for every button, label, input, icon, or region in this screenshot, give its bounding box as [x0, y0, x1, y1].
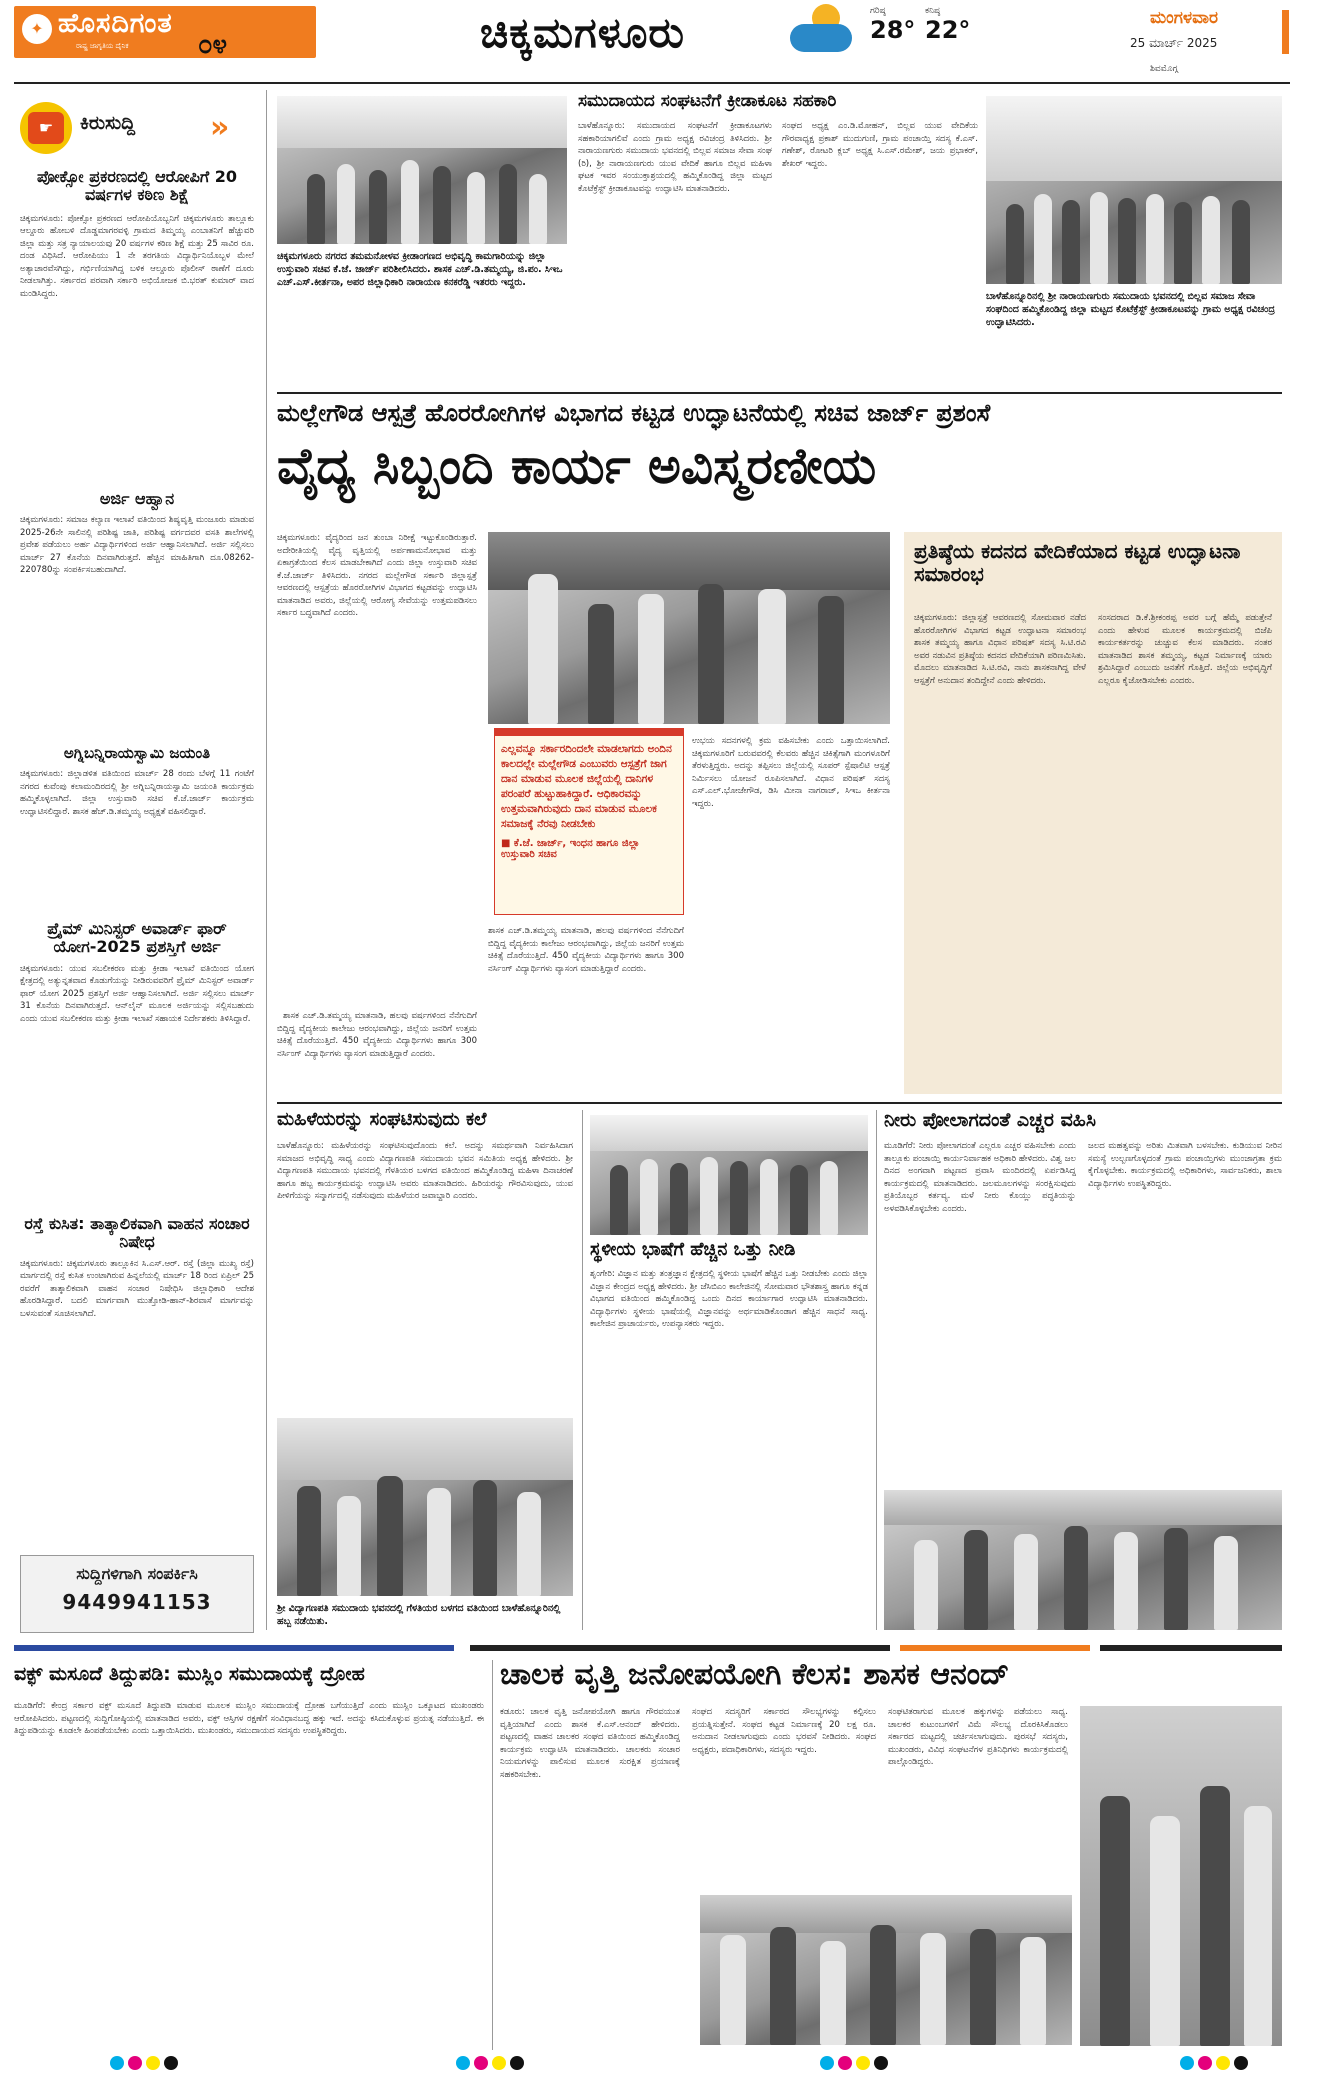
lead-body-cont [277, 1010, 477, 1063]
masthead-logo [14, 6, 316, 58]
region-label: ಶಿವಮೊಗ್ಗ [1150, 64, 1178, 74]
sidebar-body: ಸಂಸದರಾದ ಡಿ.ಕೆ.ಶ್ರೀಕಂಠಪ್ಪ ಅವರ ಬಗ್ಗೆ ಹೆಮ್ಮೆ ಪಡುತ್ತೇನೆ ಎಂದು ಹೇಳುವ ಮೂಲಕ ಕಾರ್ಯಕ್ರಮದಲ್ಲಿ ಬಿಜೆಪಿ ಕಾರ್ಯಕರ್ತರನ್ನು ಚುಚ್ಚುವ ಕೆಲಸ ಮಾಡಿದರು. ನಂತರ ಮಾತನಾಡಿದ ಶಾಸಕ ತಮ್ಮಯ್ಯ, ಕಟ್ಟಡ ನಿರ್ಮಾಣಕ್ಕೆ ಯಾರು ಶ್ರಮಿಸಿದ್ದಾರೆ ಎಂಬುದು ಜನತೆಗೆ ಗೊತ್ತಿದೆ. ಜಿಲ್ಲೆಯ ಅಭಿವೃದ್ಧಿಗೆ ಎಲ್ಲರೂ ಕೈಜೋಡಿಸಬೇಕು ಎಂದರು. [1098, 613, 1272, 686]
issue-date: 25 ಮಾರ್ಚ್ 2025 [1130, 36, 1218, 50]
article-body: ಕಡೂರು: ಚಾಲಕ ವೃತ್ತಿ ಜನೋಪಯೋಗಿ ಹಾಗೂ ಗೌರವಯುತ ವೃತ್ತಿಯಾಗಿದೆ ಎಂದು ಶಾಸಕ ಕೆ.ಎಸ್.ಆನಂದ್ ಹೇಳಿದರು. ಪಟ್ಟಣದಲ್ಲಿ ವಾಹನ ಚಾಲಕರ ಸಂಘದ ವತಿಯಿಂದ ಹಮ್ಮಿಕೊಂಡಿದ್ದ ಕಾರ್ಯಕ್ರಮ ಉದ್ಘಾಟಿಸಿ ಮಾತನಾಡಿದರು. ಚಾಲಕರು ಸಂಚಾರ ನಿಯಮಗಳನ್ನು ಪಾಲಿಸುವ ಮೂಲಕ ಸುರಕ್ಷಿತ ಪ್ರಯಾಣಕ್ಕೆ ಸಹಕರಿಸಬೇಕು. [500, 1707, 680, 1780]
black-swatch [1234, 2056, 1248, 2070]
brief-headline: ಪೋಕ್ಸೋ ಪ್ರಕರಣದಲ್ಲಿ ಆರೋಪಿಗೆ 20 ವರ್ಷಗಳ ಕಠಿಣ ಶಿಕ್ಷೆ [36, 167, 238, 205]
masthead-accent [1282, 10, 1289, 54]
brief-arji [20, 490, 254, 577]
cyan-swatch [110, 2056, 124, 2070]
contact-box [20, 1555, 254, 1633]
article-headline: ವಕ್ಫ್ ಮಸೂದೆ ತಿದ್ದುಪಡಿ: ಮುಸ್ಲಿಂ ಸಮುದಾಯಕ್ಕೆ ದ್ರೋಹ [14, 1663, 365, 1685]
kiru-suddi-label: ಕಿರುಸುದ್ದಿ [80, 112, 136, 134]
temp-max-label: ಗರಿಷ್ಠ [870, 6, 886, 16]
article-body: ಸಂಘಟಿತರಾಗುವ ಮೂಲಕ ಹಕ್ಕುಗಳನ್ನು ಪಡೆಯಲು ಸಾಧ್ಯ. ಚಾಲಕರ ಕುಟುಂಬಗಳಿಗೆ ವಿಮೆ ಸೌಲಭ್ಯ ದೊರಕಿಸಿಕೊಡಲು ಸರ್ಕಾರದ ಮಟ್ಟದಲ್ಲಿ ಚರ್ಚಿಸಲಾಗುವುದು. ಪುರಸಭೆ ಸದಸ್ಯರು, ಮುಖಂಡರು, ವಿವಿಧ ಸಂಘಟನೆಗಳ ಪ್ರತಿನಿಧಿಗಳು ಕಾರ್ಯಕ್ರಮದಲ್ಲಿ ಪಾಲ್ಗೊಂಡಿದ್ದರು. [888, 1707, 1068, 1767]
temp-max [870, 6, 920, 44]
article-headline: ನೀರು ಪೋಲಾಗದಂತೆ ಎಚ್ಚರ ವಹಿಸಿ [884, 1109, 1096, 1131]
section-rule [277, 392, 1282, 394]
black-swatch [510, 2056, 524, 2070]
edition-city: ಚಿಕ್ಕಮಗಳೂರು [480, 8, 685, 57]
brief-body: ಚಿಕ್ಕಮಗಳೂರು: ಯುವ ಸಬಲೀಕರಣ ಮತ್ತು ಕ್ರೀಡಾ ಇಲಾಖೆ ವತಿಯಿಂದ ಯೋಗ ಕ್ಷೇತ್ರದಲ್ಲಿ ಅತ್ಯುನ್ನತವಾದ ಕೊಡುಗೆಯನ್ನು ನೀಡಿರುವವರಿಗೆ ಪ್ರೈಮ್ ಮಿನಿಸ್ಟರ್ ಅವಾರ್ಡ್ ಫಾರ್ ಯೋಗ 2025 ಪ್ರಶಸ್ತಿಗೆ ಅರ್ಜಿ ಆಹ್ವಾನಿಸಲಾಗಿದೆ. ಅರ್ಜಿ ಸಲ್ಲಿಸಲು ಮಾರ್ಚ್ 31 ಕೊನೆಯ ದಿನವಾಗಿರುತ್ತದೆ. ಆನ್‌ಲೈನ್ ಮೂಲಕ ಅರ್ಜಿಯನ್ನು ಸಲ್ಲಿಸಬಹುದು ಎಂದು ಯುವ ಸಬಲೀಕರಣ ಮತ್ತು ಕ್ರೀಡಾ ಇಲಾಖೆ ಸಹಾಯಕ ನಿರ್ದೇಶಕರು ತಿಳಿಸಿದ್ದಾರೆ. [20, 963, 254, 1024]
temp-min-value: 22° [925, 16, 971, 44]
brief-body: ಚಿಕ್ಕಮಗಳೂರು: ಸಮಾಜ ಕಲ್ಯಾಣ ಇಲಾಖೆ ವತಿಯಿಂದ ಶಿಷ್ಯವೃತ್ತಿ ಮಂಜೂರು ಮಾಡುವ 2025-26ನೇ ಸಾಲಿನಲ್ಲಿ ಪರಿಶಿಷ್ಟ ಜಾತಿ, ಪರಿಶಿಷ್ಟ ವರ್ಗದವರ ವಸತಿ ಶಾಲೆಗಳಲ್ಲಿ ಪ್ರವೇಶ ಪಡೆಯಲು ಅರ್ಹ ವಿದ್ಯಾರ್ಥಿಗಳಿಂದ ಅರ್ಜಿ ಆಹ್ವಾನಿಸಲಾಗಿದೆ. ಅರ್ಜಿ ಸಲ್ಲಿಸಲು ಮಾರ್ಚ್ 27 ಕೊನೆಯ ದಿನವಾಗಿರುತ್ತದೆ. ಹೆಚ್ಚಿನ ಮಾಹಿತಿಗಾಗಿ ದೂ.08262-220780ನ್ನು ಸಂಪರ್ಕಿಸಬಹುದಾಗಿದೆ. [20, 515, 254, 576]
article-body: ಸಂಘದ ಅಧ್ಯಕ್ಷ ಎಂ.ಡಿ.ಮೋಹನ್, ಬಿಲ್ಲವ ಯುವ ವೇದಿಕೆಯ ಗೌರವಾಧ್ಯಕ್ಷ ಪ್ರಕಾಶ್ ಮುದುಗುಣಿ, ಗ್ರಾಮ ಪಂಚಾಯ್ತಿ ಸದಸ್ಯ ಕೆ.ಎಸ್. ಗಣೇಶ್, ರೋಟರಿ ಕ್ಲಬ್ ಅಧ್ಯಕ್ಷ ಸಿ.ಎಸ್.ರಮೇಶ್, ಜಯ ಪ್ರಭಾಕರ್, ಶೇಖರ್ ಇದ್ದರು. [782, 121, 978, 169]
temp-min-label: ಕನಿಷ್ಠ [925, 6, 941, 16]
contact-number[interactable]: 9449941153 [62, 1590, 212, 1614]
chevron-right-icon: » [210, 110, 230, 145]
article-chalaka [500, 1658, 1282, 1693]
article-body: ಬಾಳೆಹೊನ್ನೂರು: ಸಮುದಾಯದ ಸಂಘಟನೆಗೆ ಕ್ರೀಡಾಕೂಟಗಳು ಸಹಕಾರಿಯಾಗಲಿವೆ ಎಂದು ಗ್ರಾಮ ಅಧ್ಯಕ್ಷ ರವಿಚಂದ್ರ ತಿಳಿಸಿದರು. ಶ್ರೀ ನಾರಾಯಣಗುರು ಸಮುದಾಯ ಭವನದಲ್ಲಿ ಬಿಲ್ಲವ ಸಮಾಜ ಸೇವಾ ಸಂಘ (ರಿ), ಶ್ರೀ ನಾರಾಯಣಗುರು ಯುವ ವೇದಿಕೆ ಹಾಗೂ ಬಿಲ್ಲವ ಮಹಿಳಾ ಘಟಕ ಇವರ ಸಂಯುಕ್ತಾಶ್ರಯದಲ್ಲಿ ಹಮ್ಮಿಕೊಂಡಿದ್ದ ಜಿಲ್ಲಾ ಮಟ್ಟದ ಕೊಟೆಕ್ರೆಸ್ಟ್ ಕ್ರೀಡಾಕೂಟವನ್ನು ಉದ್ಘಾಟಿಸಿ ಮಾತನಾಡಿದರು. [578, 121, 772, 194]
article-body: ಬಾಳೆಹೊನ್ನೂರು: ಮಹಿಳೆಯರನ್ನು ಸಂಘಟಿಸುವುದೊಂದು ಕಲೆ. ಅದನ್ನು ಸಮರ್ಥವಾಗಿ ನಿರ್ವಹಿಸಿದಾಗ ಸಮಾಜದ ಅಭಿವೃದ್ಧಿ ಸಾಧ್ಯ ಎಂದು ವಿದ್ಯಾಗಣಪತಿ ಸಮುದಾಯ ಭವನ ಸಮಿತಿಯ ಅಧ್ಯಕ್ಷ ಹೇಳಿದರು. ಶ್ರೀ ವಿದ್ಯಾಗಣಪತಿ ಸಮುದಾಯ ಭವನದಲ್ಲಿ ಗೆಳತಿಯರ ಬಳಗದ ವತಿಯಿಂದ ಹಮ್ಮಿಕೊಂಡಿದ್ದ ಮಹಿಳಾ ದಿನಾಚರಣೆ ಹಾಗೂ ಹಬ್ಬ ಕಾರ್ಯಕ್ರಮವನ್ನು ಉದ್ಘಾಟಿಸಿ ಅವರು ಮಾತನಾಡಿದರು. ಹಿರಿಯರನ್ನು ಗೌರವಿಸುವುದು, ಯುವ ಪೀಳಿಗೆಯನ್ನು ಸನ್ಮಾರ್ಗದಲ್ಲಿ ನಡೆಸುವುದು ಮಹಿಳೆಯರ ಜವಾಬ್ದಾರಿ ಎಂದರು. [277, 1141, 573, 1201]
article-body: ಮೂಡಿಗೆರೆ: ಕೇಂದ್ರ ಸರ್ಕಾರ ವಕ್ಫ್ ಮಸೂದೆ ತಿದ್ದುಪಡಿ ಮಾಡುವ ಮೂಲಕ ಮುಸ್ಲಿಂ ಸಮುದಾಯಕ್ಕೆ ದ್ರೋಹ ಬಗೆಯುತ್ತಿದೆ ಎಂದು ಮುಸ್ಲಿಂ ಒಕ್ಕೂಟದ ಮುಖಂಡರು ಆರೋಪಿಸಿದರು. ಪಟ್ಟಣದಲ್ಲಿ ಸುದ್ದಿಗೋಷ್ಠಿಯಲ್ಲಿ ಮಾತನಾಡಿದ ಅವರು, ವಕ್ಫ್ ಆಸ್ತಿಗಳ ರಕ್ಷಣೆಗೆ ಸಂವಿಧಾನಬದ್ಧ ಹಕ್ಕು ಇದೆ. ಅದನ್ನು ಕಸಿದುಕೊಳ್ಳುವ ಪ್ರಯತ್ನ ನಡೆಯುತ್ತಿದೆ. ಈ ತಿದ್ದುಪಡಿಯನ್ನು ಕೂಡಲೇ ಹಿಂಪಡೆಯಬೇಕು ಎಂದು ಒತ್ತಾಯಿಸಿದರು. ಮುಖಂಡರು, ಸಮುದಾಯದ ಸದಸ್ಯರು ಉಪಸ್ಥಿತರಿದ್ದರು. [14, 1701, 484, 1736]
brief-body: ಚಿಕ್ಕಮಗಳೂರು: ಜಿಲ್ಲಾಡಳಿತ ವತಿಯಿಂದ ಮಾರ್ಚ್ 28 ರಂದು ಬೆಳಗ್ಗೆ 11 ಗಂಟೆಗೆ ನಗರದ ಕುವೆಂಪು ಕಲಾಮಂದಿರದಲ್ಲಿ ಶ್ರೀ ಅಗ್ನಿಬನ್ನಿರಾಯಸ್ವಾಮಿ ಜಯಂತಿ ಕಾರ್ಯಕ್ರಮ ಹಮ್ಮಿಕೊಳ್ಳಲಾಗಿದೆ. ಜಿಲ್ಲಾ ಉಸ್ತುವಾರಿ ಸಚಿವ ಕೆ.ಜೆ.ಜಾರ್ಜ್ ಕಾರ್ಯಕ್ರಮ ಉದ್ಘಾಟಿಸಲಿದ್ದಾರೆ. ಶಾಸಕ ಹೆಚ್.ಡಿ.ತಮ್ಮಯ್ಯ ಅಧ್ಯಕ್ಷತೆ ವಹಿಸಲಿದ್ದಾರೆ. [20, 769, 254, 817]
lead-paragraph: ಶಾಸಕ ಎಚ್.ಡಿ.ತಮ್ಮಯ್ಯ ಮಾತನಾಡಿ, ಹಲವು ವರ್ಷಗಳಿಂದ ನೆನೆಗುದಿಗೆ ಬಿದ್ದಿದ್ದ ವೈದ್ಯಕೀಯ ಕಾಲೇಜು ಆರಂಭವಾಗಿದ್ದು, ಜಿಲ್ಲೆಯ ಜನರಿಗೆ ಉತ್ತಮ ಚಿಕಿತ್ಸೆ ದೊರೆಯುತ್ತಿದೆ. 450 ವೈದ್ಯಕೀಯ ವಿದ್ಯಾರ್ಥಿಗಳು ಹಾಗೂ 300 ನರ್ಸಿಂಗ್ ವಿದ್ಯಾರ್ಥಿಗಳು ವ್ಯಾಸಂಗ ಮಾಡುತ್ತಿದ್ದಾರೆ ಎಂದರು. [277, 1011, 477, 1059]
brief-headline: ಅಗ್ನಿಬನ್ನಿರಾಯಸ್ವಾಮಿ ಜಯಂತಿ [63, 744, 211, 762]
section-bar-orange [900, 1645, 1090, 1651]
kiru-suddi-badge [20, 100, 250, 156]
yellow-swatch [856, 2056, 870, 2070]
photo-caption: ಶ್ರೀ ವಿದ್ಯಾಗಣಪತಿ ಸಮುದಾಯ ಭವನದಲ್ಲಿ ಗೆಳತಿಯರ ಬಳಗದ ವತಿಯಿಂದ ಬಾಳೆಹೊನ್ನೂರಿನಲ್ಲಿ ಹಬ್ಬ ನಡೆಯಿತು. [277, 1603, 561, 1627]
photo-women-event [277, 1418, 573, 1596]
temp-min [925, 6, 975, 44]
temp-max-value: 28° [870, 16, 916, 44]
brief-body: ಚಿಕ್ಕಮಗಳೂರು: ಚಿಕ್ಕಮಗಳೂರು ತಾಲ್ಲೂಕಿನ ಸಿ.ಎಸ್.ಆರ್. ರಸ್ತೆ (ಜಿಲ್ಲಾ ಮುಖ್ಯ ರಸ್ತೆ) ಮಾರ್ಗದಲ್ಲಿ ರಸ್ತೆ ಕುಸಿತ ಉಂಟಾಗಿರುವ ಹಿನ್ನಲೆಯಲ್ಲಿ ಮಾರ್ಚ್ 18 ರಿಂದ ಏಪ್ರಿಲ್ 25 ರವರೆಗೆ ತಾತ್ಕಾಲಿಕವಾಗಿ ವಾಹನ ಸಂಚಾರ ನಿಷೇಧಿಸಿ ಜಿಲ್ಲಾಧಿಕಾರಿ ಆದೇಶ ಹೊರಡಿಸಿದ್ದಾರೆ. ಬದಲಿ ಮಾರ್ಗವಾಗಿ ಮುತ್ತೋಡಿ-ಹಾನ್-ಶಿರವಾಸೆ ಮಾರ್ಗವನ್ನು ಬಳಸುವಂತೆ ಸೂಚಿಸಲಾಗಿದೆ. [20, 1258, 254, 1319]
magenta-swatch [1198, 2056, 1212, 2070]
black-swatch [874, 2056, 888, 2070]
page-number: ೦೪ [198, 30, 228, 60]
brief-headline: ಅರ್ಜಿ ಆಹ್ವಾನ [99, 489, 175, 508]
article-body: ಜಲದ ಮಹತ್ವವನ್ನು ಅರಿತು ಮಿತವಾಗಿ ಬಳಸಬೇಕು. ಕುಡಿಯುವ ನೀರಿನ ಸಮಸ್ಯೆ ಉಲ್ಬಣಗೊಳ್ಳದಂತೆ ಗ್ರಾಮ ಪಂಚಾಯ್ತಿಗಳು ಮುಂಜಾಗ್ರತಾ ಕ್ರಮ ಕೈಗೊಳ್ಳಬೇಕು. ಕಾರ್ಯಕ್ರಮದಲ್ಲಿ ಅಧಿಕಾರಿಗಳು, ಸಾರ್ವಜನಿಕರು, ಶಾಲಾ ವಿದ್ಯಾರ್ಥಿಗಳು ಉಪಸ್ಥಿತರಿದ್ದರು. [1088, 1141, 1282, 1189]
article-headline: ಚಾಲಕ ವೃತ್ತಿ ಜನೋಪಯೋಗಿ ಕೆಲಸ: ಶಾಸಕ ಆನಂದ್ [500, 1657, 1010, 1692]
photo-caption: ಚಿಕ್ಕಮಗಳೂರು ನಗರದ ತಮಮನೋಳವ ಕ್ರೀಡಾಂಗಣದ ಅಭಿವೃದ್ಧಿ ಕಾಮಗಾರಿಯನ್ನು ಜಿಲ್ಲಾ ಉಸ್ತುವಾರಿ ಸಚಿವ ಕೆ.ಜೆ. ಜಾರ್ಜ್ ಪರಿಶೀಲಿಸಿದರು. ಶಾಸಕ ಎಚ್.ಡಿ.ತಮ್ಮಯ್ಯ, ಜಿ.ಪಂ. ಸಿಇಒ ಎಚ್.ಎಸ್.ಕೀರ್ತನಾ, ಅಪರ ಜಿಲ್ಲಾಧಿಕಾರಿ ನಾರಾಯಣ ಕನಕರೆಡ್ಡಿ ಇತರರು ಇದ್ದರು. [277, 251, 563, 288]
cyan-swatch [456, 2056, 470, 2070]
article-mahile [277, 1110, 577, 1131]
brief-road [20, 1215, 254, 1320]
photo-college-group [590, 1115, 868, 1235]
photo-stadium-inspection [277, 96, 567, 244]
column-divider [876, 1110, 877, 1630]
article-sthaleeya [590, 1240, 868, 1261]
column-divider [266, 90, 267, 1630]
photo-caption: ಬಾಳೆಹೊನ್ನೂರಿನಲ್ಲಿ ಶ್ರೀ ನಾರಾಯಣಗುರು ಸಮುದಾಯ ಭವನದಲ್ಲಿ ಬಿಲ್ಲವ ಸಮಾಜ ಸೇವಾ ಸಂಘದಿಂದ ಹಮ್ಮಿಕೊಂಡಿದ್ದ ಜಿಲ್ಲಾ ಮಟ್ಟದ ಕೊಟೆಕ್ರೆಸ್ಟ್ ಕ್ರೀಡಾಕೂಟವನ್ನು ಗ್ರಾಮ ಅಧ್ಯಕ್ಷ ರವಿಚಂದ್ರ ಉದ್ಘಾಟಿಸಿದರು. [986, 291, 1275, 328]
yellow-swatch [492, 2056, 506, 2070]
photo-drivers-crowd [1080, 1706, 1282, 2046]
photo-sports-inauguration [986, 96, 1282, 284]
masthead-rule [14, 82, 1290, 84]
lead-headline: ವೈದ್ಯ ಸಿಬ್ಬಂದಿ ಕಾರ್ಯ ಅವಿಸ್ಮರಣೀಯ [277, 437, 877, 495]
magenta-swatch [474, 2056, 488, 2070]
weather-icon [786, 2, 862, 60]
yellow-swatch [1216, 2056, 1230, 2070]
issue-day: ಮಂಗಳವಾರ [1150, 8, 1219, 28]
yellow-swatch [146, 2056, 160, 2070]
brief-yoga [20, 920, 254, 1025]
article-sports [578, 92, 978, 112]
article-body: ಮೂಡಿಗೆರೆ: ನೀರು ಪೋಲಾಗದಂತೆ ಎಲ್ಲರೂ ಎಚ್ಚರ ವಹಿಸಬೇಕು ಎಂದು ತಾಲ್ಲೂಕು ಪಂಚಾಯ್ತಿ ಕಾರ್ಯನಿರ್ವಾಹಕ ಅಧಿಕಾರಿ ಹೇಳಿದರು. ವಿಶ್ವ ಜಲ ದಿನದ ಅಂಗವಾಗಿ ಪಟ್ಟಣದ ಪ್ರವಾಸಿ ಮಂದಿರದಲ್ಲಿ ಏರ್ಪಡಿಸಿದ್ದ ಕಾರ್ಯಕ್ರಮದಲ್ಲಿ ಮಾತನಾಡಿದರು. ಜಲಮೂಲಗಳನ್ನು ಸಂರಕ್ಷಿಸುವುದು ಪ್ರತಿಯೊಬ್ಬರ ಕರ್ತವ್ಯ. ಮಳೆ ನೀರು ಕೊಯ್ಲು ಪದ್ಧತಿಯನ್ನು ಅಳವಡಿಸಿಕೊಳ್ಳಬೇಕು ಎಂದರು. [884, 1141, 1076, 1214]
cyan-swatch [1180, 2056, 1194, 2070]
article-waqf [14, 1664, 474, 1686]
article-headline: ಸಮುದಾಯದ ಸಂಘಟನೆಗೆ ಕ್ರೀಡಾಕೂಟ ಸಹಕಾರಿ [578, 91, 837, 111]
sidebar-pratishthe [904, 532, 1282, 1094]
contact-title: ಸುದ್ದಿಗಳಿಗಾಗಿ ಸಂಪರ್ಕಿಸಿ [76, 1564, 198, 1583]
quote-attribution: ■ ಕೆ.ಜೆ. ಜಾರ್ಜ್, ಇಂಧನ ಹಾಗೂ ಜಿಲ್ಲಾ ಉಸ್ತುವಾರಿ ಸಚಿವ [501, 838, 640, 860]
pull-quote [494, 735, 684, 915]
section-bar-blue [14, 1645, 454, 1651]
article-body: ಶೃಂಗೇರಿ: ವಿಜ್ಞಾನ ಮತ್ತು ತಂತ್ರಜ್ಞಾನ ಕ್ಷೇತ್ರದಲ್ಲಿ ಸ್ಥಳೀಯ ಭಾಷೆಗೆ ಹೆಚ್ಚಿನ ಒತ್ತು ನೀಡಬೇಕು ಎಂದು ಜಿಲ್ಲಾ ವಿಜ್ಞಾನ ಕೇಂದ್ರದ ಅಧ್ಯಕ್ಷ ಹೇಳಿದರು. ಶ್ರೀ ಜೆಸಿಬಿಎಂ ಕಾಲೇಜಿನಲ್ಲಿ ಸೋಮವಾರ ಭೌತಶಾಸ್ತ್ರ ಹಾಗೂ ಕನ್ನಡ ವಿಭಾಗದ ವತಿಯಿಂದ ಹಮ್ಮಿಕೊಂಡಿದ್ದ ಒಂದು ದಿನದ ಕಾರ್ಯಾಗಾರ ಉದ್ಘಾಟಿಸಿ ಮಾತನಾಡಿದರು. ವಿದ್ಯಾರ್ಥಿಗಳು ಸ್ಥಳೀಯ ಭಾಷೆಯಲ್ಲಿ ವಿಜ್ಞಾನವನ್ನು ಅರ್ಥಮಾಡಿಕೊಂಡಾಗ ಹೆಚ್ಚಿನ ಸಾಧನೆ ಸಾಧ್ಯ. ಕಾಲೇಜಿನ ಪ್ರಾಚಾರ್ಯರು, ಉಪನ್ಯಾಸಕರು ಇದ್ದರು. [590, 1269, 868, 1329]
magenta-swatch [838, 2056, 852, 2070]
lead-kicker: ಮಲ್ಲೇಗೌಡ ಆಸ್ಪತ್ರೆ ಹೊರರೋಗಿಗಳ ವಿಭಾಗದ ಕಟ್ಟಡ ಉದ್ಘಾಟನೆಯಲ್ಲಿ ಸಚಿವ ಜಾರ್ಜ್ ಪ್ರಶಂಸೆ [277, 399, 991, 427]
article-headline: ಸ್ಥಳೀಯ ಭಾಷೆಗೆ ಹೆಚ್ಚಿನ ಒತ್ತು ನೀಡಿ [590, 1239, 796, 1260]
quote-text: ಎಲ್ಲವನ್ನೂ ಸರ್ಕಾರದಿಂದಲೇ ಮಾಡಲಾಗದು ಅಂದಿನ ಕಾಲದಲ್ಲೇ ಮಲ್ಲೇಗೌಡ ಎಂಬುವರು ಆಸ್ಪತ್ರೆಗೆ ಜಾಗ ದಾನ ಮಾಡುವ ಮೂಲಕ ಜಿಲ್ಲೆಯಲ್ಲಿ ದಾನಿಗಳ ಪರಂಪರೆ ಹುಟ್ಟುಹಾಕಿದ್ದಾರೆ. ಆಧಿಕಾರವನ್ನು ಉತ್ತಮವಾಗಿರುವುದು ದಾನ ಮಾಡುವ ಮೂಲಕ ಸಮಾಜಕ್ಕೆ ನೆರವು ನೀಡಬೇಕು [501, 743, 672, 830]
logo-title: ಹೊಸದಿಗಂತ [58, 8, 173, 39]
sidebar-headline: ಪ್ರತಿಷ್ಠೆಯ ಕದನದ ವೇದಿಕೆಯಾದ ಕಟ್ಟಡ ಉದ್ಘಾಟನಾ ಸಮಾರಂಭ [914, 539, 1241, 586]
brief-headline: ರಸ್ತೆ ಕುಸಿತ: ತಾತ್ಕಾಲಿಕವಾಗಿ ವಾಹನ ಸಂಚಾರ ನಿಷೇಧ [24, 1214, 250, 1252]
pointing-hand-icon: ☛ [28, 112, 64, 144]
lamp-icon: ✦ [22, 14, 52, 44]
article-neeru [884, 1110, 1282, 1132]
section-bar-dark [470, 1645, 890, 1651]
photo-water-day [884, 1490, 1282, 1630]
black-swatch [164, 2056, 178, 2070]
column-divider [492, 1660, 493, 2050]
brief-body: ಚಿಕ್ಕಮಗಳೂರು: ಪೋಕ್ಸೋ ಪ್ರಕರಣದ ಆರೋಪಿಯೊಬ್ಬನಿಗೆ ಚಿಕ್ಕಮಗಳೂರು ತಾಲ್ಲೂಕು ಆಲ್ದೂರು ಹೋಬಳಿ ದೊಡ್ಡಮಾಗರವಳ್ಳಿ ಗ್ರಾಮದ ತಿಮ್ಮಯ್ಯ ಎಂಬಾತನಿಗೆ ಹೆಚ್ಚುವರಿ ಜಿಲ್ಲಾ ಮತ್ತು ಸತ್ರ ನ್ಯಾಯಾಲಯವು 20 ವರ್ಷಗಳ ಕಠಿಣ ಶಿಕ್ಷೆ ಮತ್ತು 25 ಸಾವಿರ ರೂ. ದಂಡ ವಿಧಿಸಿದೆ. ಆರೋಪಿಯು 1 ನೇ ತರಗತಿಯ ವಿದ್ಯಾರ್ಥಿನಿಯೊಬ್ಬಳ ಮೇಲೆ ಅತ್ಯಾಚಾರವೆಸಗಿದ್ದು, ಗರ್ಭಿಣಿಯಾಗಿದ್ದ ಬಳಿಕ ಆಲ್ದೂರು ಪೊಲೀಸ್ ಠಾಣೆಗೆ ದೂರು ನೀಡಲಾಗಿತ್ತು. ಸರ್ಕಾರದ ಪರವಾಗಿ ಸರ್ಕಾರಿ ಅಭಿಯೋಜಕ ಬಿ.ಭರತ್ ಕುಮಾರ್ ವಾದ ಮಂಡಿಸಿದ್ದರು. [20, 213, 254, 299]
logo-tagline: ರಾಷ್ಟ್ರ ಜಾಗೃತಿಯ ದೈನಿಕ [76, 42, 129, 50]
lead-body: ಚಿಕ್ಕಮಗಳೂರು: ವೈದ್ಯರಿಂದ ಜನ ತುಂಬಾ ನಿರೀಕ್ಷೆ ಇಟ್ಟುಕೊಂಡಿರುತ್ತಾರೆ. ಅದೇರೀತಿಯಲ್ಲಿ ವೈದ್ಯ ವೃತ್ತಿಯಲ್ಲಿ ಅರ್ಪಣಾಮನೋಭಾವ ಮತ್ತು ಏಕಾಗ್ರತೆಯಿಂದ ಕೆಲಸ ಮಾಡಬೇಕಾಗಿದೆ ಎಂದು ಜಿಲ್ಲಾ ಉಸ್ತುವಾರಿ ಸಚಿವ ಕೆ.ಜೆ.ಜಾರ್ಜ್ ತಿಳಿಸಿದರು. ನಗರದ ಮಲ್ಲೇಗೌಡ ಸರ್ಕಾರಿ ಜಿಲ್ಲಾಸ್ಪತ್ರೆ ಆವರಣದಲ್ಲಿ ಆಸ್ಪತ್ರೆಯ ಹೊರರೋಗಿಗಳ ವಿಭಾಗದ ಕಟ್ಟಡವನ್ನು ಉದ್ಘಾಟಿಸಿ ಮಾತನಾಡಿದ ಅವರು, ಜಿಲ್ಲೆಯಲ್ಲಿ ಆರೋಗ್ಯ ಸೇವೆಯನ್ನು ಉತ್ತಮಪಡಿಸಲು ಸರ್ಕಾರ ಬದ್ಧವಾಗಿದೆ ಎಂದರು. [277, 533, 477, 618]
cyan-swatch [820, 2056, 834, 2070]
section-rule [277, 1102, 1282, 1104]
brief-jayanti [20, 745, 254, 818]
sidebar-body: ಚಿಕ್ಕಮಗಳೂರು: ಜಿಲ್ಲಾಸ್ಪತ್ರೆ ಆವರಣದಲ್ಲಿ ಸೋಮವಾರ ನಡೆದ ಹೊರರೋಗಿಗಳ ವಿಭಾಗದ ಕಟ್ಟಡ ಉದ್ಘಾಟನಾ ಸಮಾರಂಭ ಶಾಸಕ ತಮ್ಮಯ್ಯ ಹಾಗೂ ವಿಧಾನ ಪರಿಷತ್ ಸದಸ್ಯ ಸಿ.ಟಿ.ರವಿ ಅವರ ನಡುವಿನ ಪ್ರತಿಷ್ಠೆಯ ಕದನದ ವೇದಿಕೆಯಾಗಿ ಪರಿಣಮಿಸಿತು. ಮೊದಲು ಮಾತನಾಡಿದ ಸಿ.ಟಿ.ರವಿ, ನಾನು ಶಾಸಕನಾಗಿದ್ದ ವೇಳೆ ಆಸ್ಪತ್ರೆಗೆ ಅನುದಾನ ತಂದಿದ್ದೇನೆ ಎಂದು ಹೇಳಿದರು. [914, 613, 1086, 686]
brief-headline: ಪ್ರೈಮ್ ಮಿನಿಸ್ಟರ್ ಅವಾರ್ಡ್ ಫಾರ್ ಯೋಗ-2025 ಪ್ರಶಸ್ತಿಗೆ ಅರ್ಜಿ [47, 919, 227, 957]
magenta-swatch [128, 2056, 142, 2070]
lead-body: ಶಾಸಕ ಎಚ್.ಡಿ.ತಮ್ಮಯ್ಯ ಮಾತನಾಡಿ, ಹಲವು ವರ್ಷಗಳಿಂದ ನೆನೆಗುದಿಗೆ ಬಿದ್ದಿದ್ದ ವೈದ್ಯಕೀಯ ಕಾಲೇಜು ಆರಂಭವಾಗಿದ್ದು, ಜಿಲ್ಲೆಯ ಜನರಿಗೆ ಉತ್ತಮ ಚಿಕಿತ್ಸೆ ದೊರೆಯುತ್ತಿದೆ. 450 ವೈದ್ಯಕೀಯ ವಿದ್ಯಾರ್ಥಿಗಳು ಹಾಗೂ 300 ನರ್ಸಿಂಗ್ ವಿದ್ಯಾರ್ಥಿಗಳು ವ್ಯಾಸಂಗ ಮಾಡುತ್ತಿದ್ದಾರೆ ಎಂದರು. [488, 926, 684, 974]
section-bar-dark [1100, 1645, 1282, 1651]
photo-hospital-inauguration [488, 532, 890, 724]
article-headline: ಮಹಿಳೆಯರನ್ನು ಸಂಘಟಿಸುವುದು ಕಲೆ [277, 1109, 487, 1130]
lead-body: ಉಭಯ ಸದನಗಳಲ್ಲಿ ಕ್ರಮ ವಹಿಸಬೇಕು ಎಂದು ಒತ್ತಾಯಿಸಲಾಗಿದೆ. ಚಿಕ್ಕಮಗಳೂರಿಗೆ ಬರುವವರಲ್ಲಿ ಕೆಲವರು ಹೆಚ್ಚಿನ ಚಿಕಿತ್ಸೆಗಾಗಿ ಮಂಗಳೂರಿಗೆ ತೆರಳುತ್ತಿದ್ದರು. ಅದನ್ನು ತಪ್ಪಿಸಲು ಜಿಲ್ಲೆಯಲ್ಲಿ ಸೂಪರ್ ಸ್ಪೆಷಾಲಿಟಿ ಆಸ್ಪತ್ರೆ ನಿರ್ಮಿಸಲು ಯೋಜನೆ ರೂಪಿಸಲಾಗಿದೆ. ವಿಧಾನ ಪರಿಷತ್ ಸದಸ್ಯ ಎಸ್.ಎಲ್.ಭೋಜೇಗೌಡ, ಡಿಸಿ ಮೀನಾ ನಾಗರಾಜ್, ಸಿಇಒ ಕೀರ್ತನಾ ಇದ್ದರು. [692, 736, 890, 809]
brief-pocso [20, 168, 254, 300]
photo-drivers-event [700, 1895, 1072, 2045]
article-body: ಸಂಘದ ಸದಸ್ಯರಿಗೆ ಸರ್ಕಾರದ ಸೌಲಭ್ಯಗಳನ್ನು ಕಲ್ಪಿಸಲು ಪ್ರಯತ್ನಿಸುತ್ತೇನೆ. ಸಂಘದ ಕಟ್ಟಡ ನಿರ್ಮಾಣಕ್ಕೆ 20 ಲಕ್ಷ ರೂ. ಅನುದಾನ ನೀಡಲಾಗುವುದು ಎಂದು ಭರವಸೆ ನೀಡಿದರು. ಸಂಘದ ಅಧ್ಯಕ್ಷರು, ಪದಾಧಿಕಾರಿಗಳು, ಸದಸ್ಯರು ಇದ್ದರು. [692, 1707, 876, 1755]
column-divider [582, 1110, 583, 1630]
